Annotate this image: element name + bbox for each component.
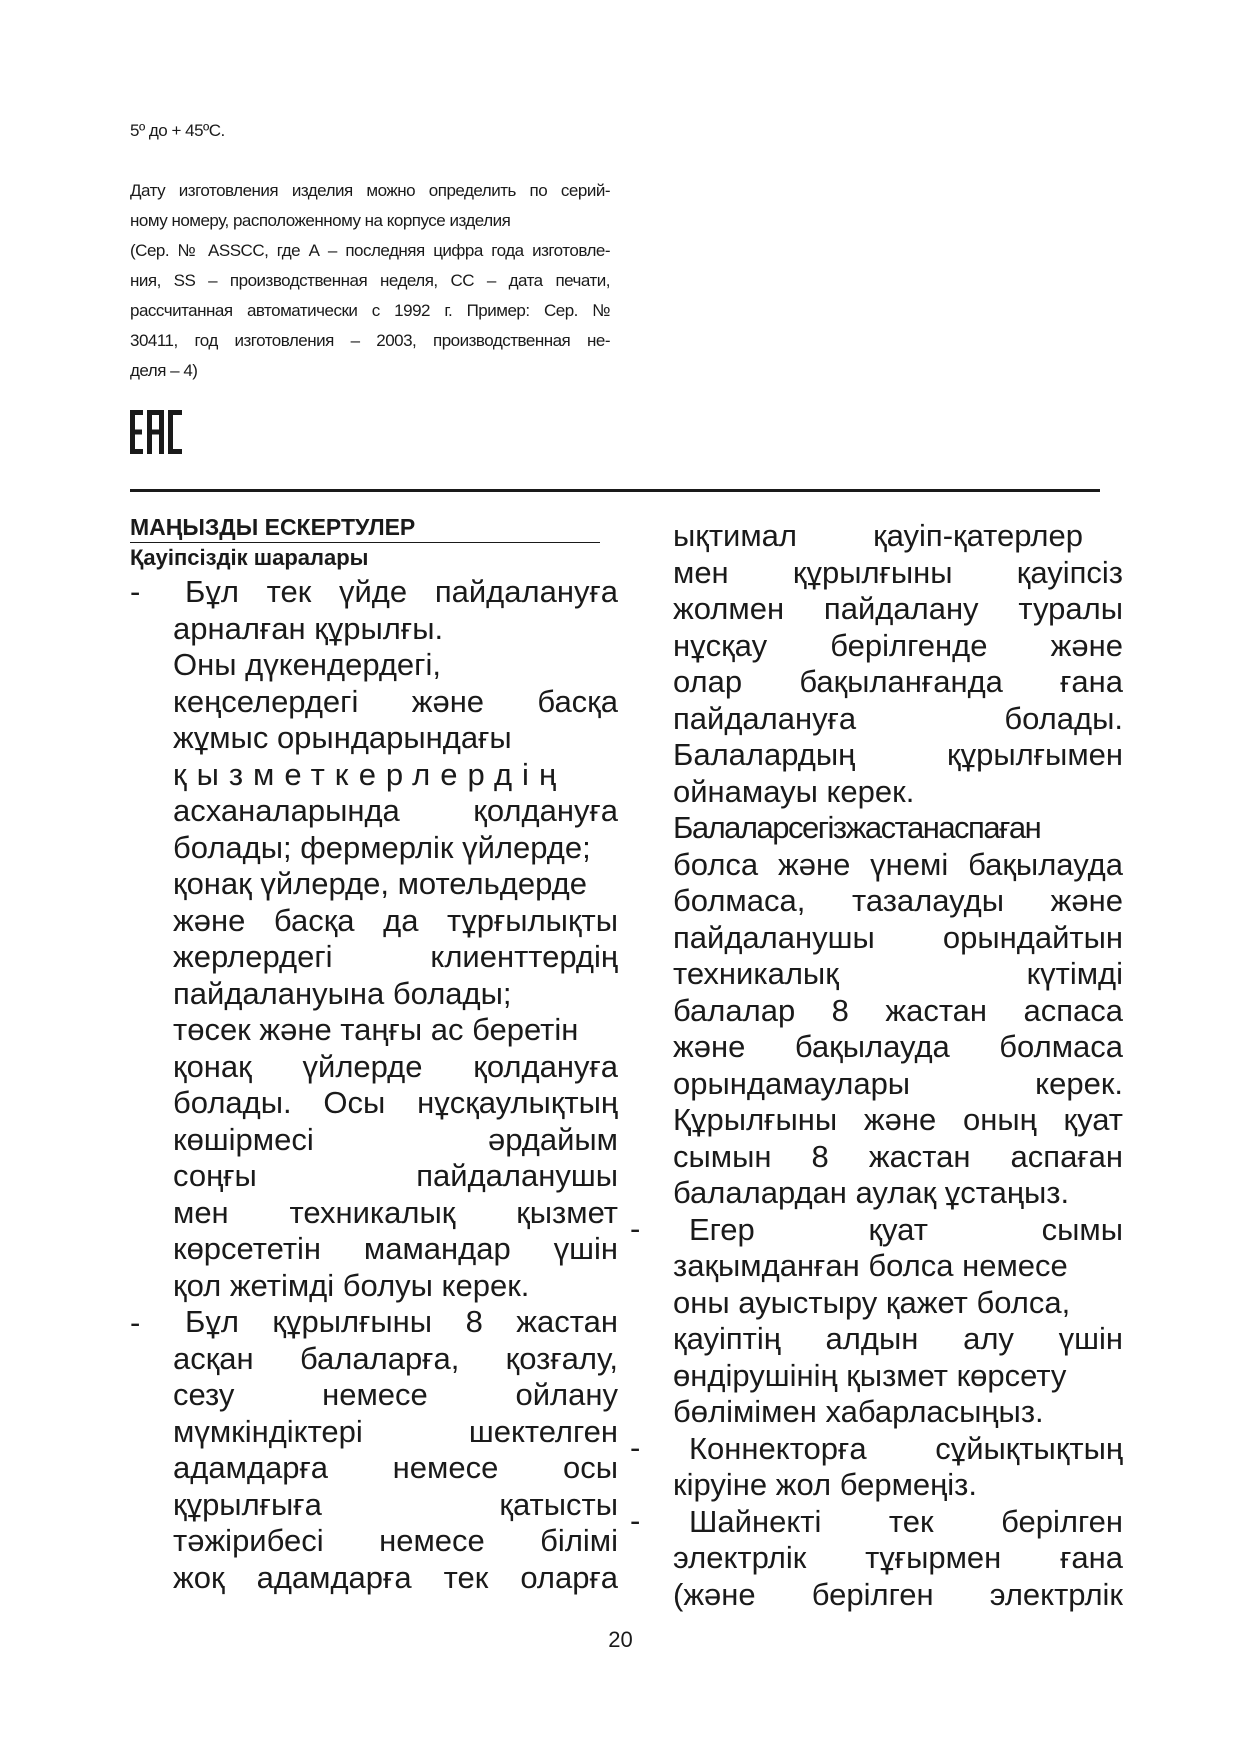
bullet-dash: -: [130, 1305, 141, 1340]
eac-logo-icon: [130, 410, 182, 454]
text-line: пайдалануына болады;: [173, 975, 512, 1011]
text-line: қонақ үйлерде қолдануға: [173, 1048, 618, 1084]
text-line: құрылғыға қатысты: [173, 1486, 618, 1522]
text-line: соңғы пайдаланушы: [173, 1158, 618, 1193]
list-item-continuation: [673, 518, 1123, 1212]
text-line: Дату изготовления изделия можно определить по серий-: [130, 181, 610, 200]
text-line: оны ауыстыру қажет болса,: [673, 1284, 1071, 1320]
text-line: Құрылғыны және оның қуат: [673, 1102, 1123, 1137]
text-line: Егер қуат сымы: [689, 1211, 1123, 1247]
text-line: (және берілген электрлік: [673, 1576, 1123, 1612]
text-line: және бақылауда болмаса: [673, 1029, 1123, 1064]
text-line: қызметкерлердің: [173, 756, 567, 792]
text-line: ному номеру, расположенному на корпусе изделия: [130, 211, 511, 230]
bullet-dash: -: [630, 1430, 641, 1465]
text-line: техникалық күтімді: [673, 956, 1123, 991]
list-item: [173, 1304, 618, 1596]
text-line: көрсететін мамандар үшін: [173, 1231, 618, 1266]
section-divider: [130, 489, 1100, 492]
text-line: электрлік тұғырмен ғана: [673, 1540, 1123, 1575]
text-line: қауіптің алдын алу үшін: [673, 1321, 1123, 1356]
text-line: және басқа да тұрғылықты: [173, 902, 618, 938]
text-line: жерлердегі клиенттердің: [173, 939, 618, 974]
text-line: зақымданған болса немесе: [673, 1248, 1068, 1283]
page-number: 20: [608, 1627, 633, 1652]
bullet-dash: -: [630, 1503, 641, 1538]
text-line: жоқ адамдарға тек оларға: [173, 1559, 618, 1595]
text-line: болмаса, тазалауды және: [673, 883, 1123, 918]
text-line: Оны дүкендердегі,: [173, 647, 441, 682]
text-line: төсек және таңғы ас беретін: [173, 1012, 579, 1047]
text-line: сымын 8 жастан аспаған: [673, 1138, 1123, 1174]
list-item: [673, 1431, 1123, 1504]
list-item: [173, 574, 618, 1304]
text-line: деля – 4): [130, 361, 198, 380]
section-subheading: Қауіпсіздік шаралары: [130, 545, 369, 570]
text-line: сезу немесе ойлану: [173, 1377, 618, 1412]
text-line: пайдаланушы орындайтын: [673, 919, 1123, 955]
text-line: болса және үнемі бақылауда: [673, 846, 1123, 882]
text-line: өндірушінің қызмет көрсету: [673, 1357, 1067, 1393]
text-line: ния, SS – производственная неделя, СС – дата печати,: [130, 271, 610, 290]
text-line: қол жетімді болуы керек.: [173, 1267, 530, 1303]
text-line: Бұл тек үйде пайдалануға: [185, 574, 618, 609]
text-line: жолмен пайдалану туралы: [673, 591, 1123, 626]
text-line: мүмкіндіктері шектелген: [173, 1413, 618, 1449]
bullet-dash: -: [130, 574, 141, 609]
section-heading: МАҢЫЗДЫ ЕСКЕРТУЛЕР: [130, 512, 600, 543]
text-line: асқан балаларға, қозғалу,: [173, 1340, 618, 1376]
list-item: [673, 1212, 1123, 1431]
temperature-range-text: 5º до + 45ºС.: [130, 121, 225, 140]
text-line: балалар 8 жастан аспаса: [673, 992, 1123, 1028]
text-line: арналған құрылғы.: [173, 610, 444, 646]
text-line: (Сер. № ASSCC, где А – последняя цифра года изготовле-: [130, 241, 610, 260]
text-line: Шайнекті тек берілген: [689, 1503, 1123, 1539]
text-line: 30411, год изготовления – 2003, производственная не-: [130, 331, 610, 350]
text-line: көшірмесі әрдайым: [173, 1121, 618, 1157]
column-right: [673, 518, 1123, 1613]
column-left: [173, 574, 618, 1596]
text-line: Коннекторға сұйықтықтың: [689, 1430, 1123, 1466]
text-line: кеңселердегі және басқа: [173, 683, 618, 719]
text-line: ықтимал қауіп-қатерлер: [673, 518, 1083, 553]
text-line: орындамаулары керек.: [673, 1065, 1123, 1101]
text-line: жұмыс орындарындағы: [173, 720, 512, 755]
text-line: Балаларсегізжастанаспаған: [673, 810, 1041, 845]
text-line: мен құрылғыны қауіпсіз: [673, 554, 1123, 590]
text-line: рассчитанная автоматически с 1992 г. Пример: Сер. №: [130, 301, 610, 320]
text-line: қонақ үйлерде, мотельдерде: [173, 866, 587, 901]
text-line: болады; фермерлік үйлерде;: [173, 829, 591, 865]
text-line: олар бақыланғанда ғана: [673, 664, 1123, 699]
eac-certification-mark: [130, 410, 182, 459]
text-line: нұсқау берілгенде және: [673, 627, 1123, 663]
bullet-dash: -: [630, 1211, 641, 1246]
manufacture-date-paragraph: [130, 176, 610, 386]
list-item: [673, 1504, 1123, 1614]
text-line: балалардан аулақ ұстаңыз.: [673, 1175, 1070, 1210]
text-line: Балалардың құрылғымен: [673, 737, 1123, 772]
text-line: Бұл құрылғыны 8 жастан: [185, 1304, 618, 1339]
text-line: болады. Осы нұсқаулықтың: [173, 1085, 618, 1120]
text-line: асханаларында қолдануға: [173, 793, 618, 828]
text-line: тәжірибесі немесе білімі: [173, 1523, 618, 1558]
text-line: ойнамауы керек.: [673, 773, 915, 809]
text-line: мен техникалық қызмет: [173, 1194, 618, 1230]
text-line: пайдалануға болады.: [673, 700, 1123, 736]
text-line: кіруіне жол бермеңіз.: [673, 1467, 977, 1502]
text-line: бөлімімен хабарласыңыз.: [673, 1394, 1044, 1429]
text-line: адамдарға немесе осы: [173, 1450, 618, 1485]
